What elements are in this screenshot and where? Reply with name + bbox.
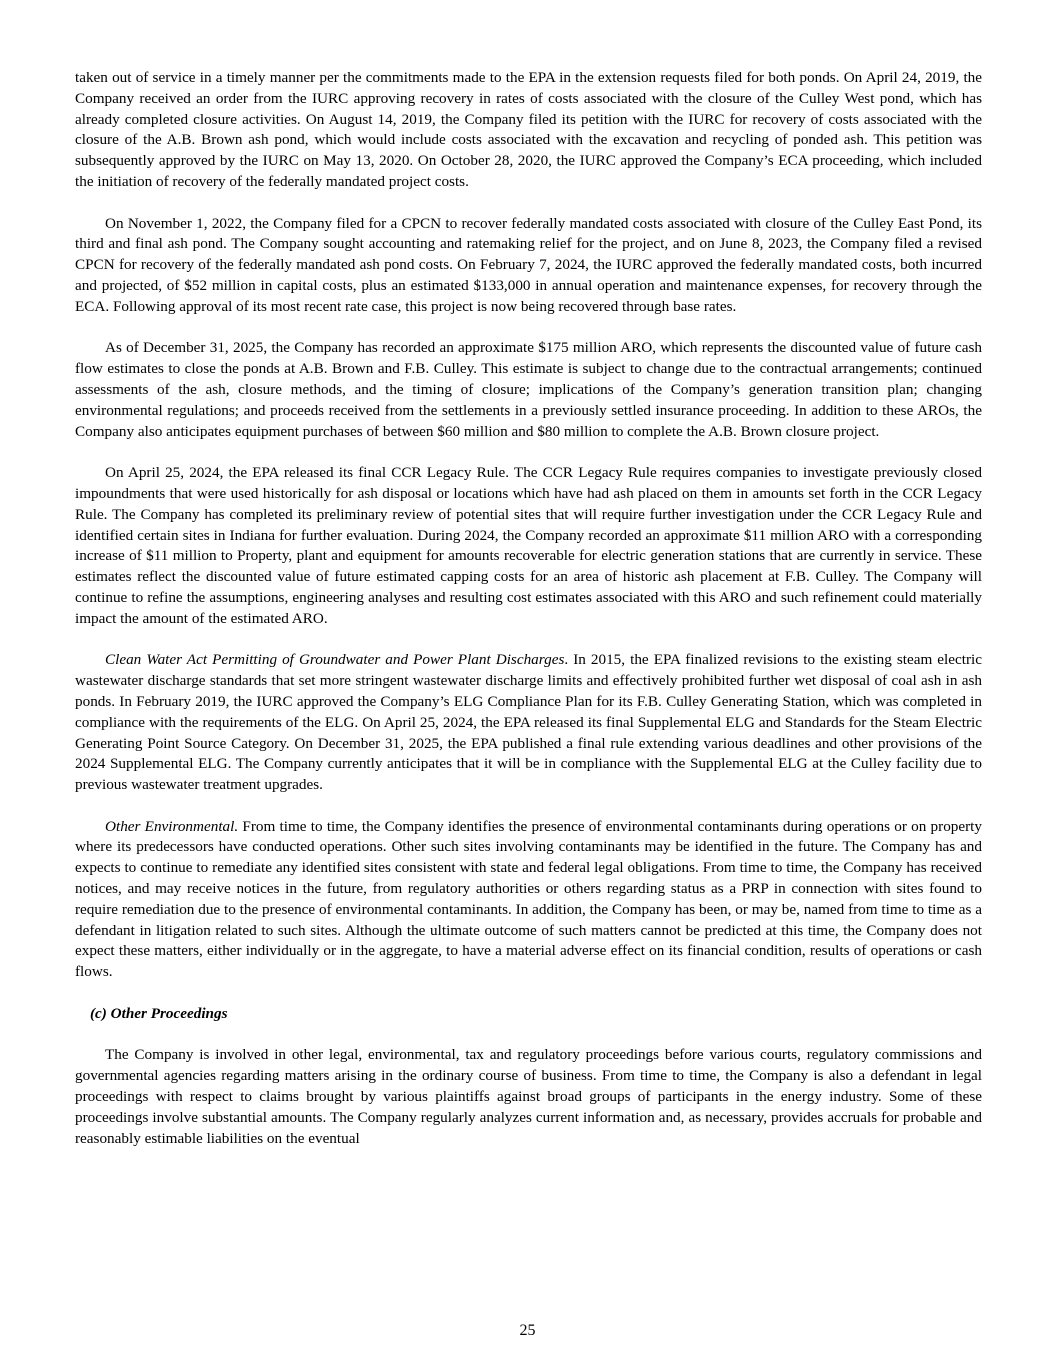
other-environmental-body: From time to time, the Company identifies the presence of environmental contaminants during operations or on property where its predecessors have conducted operations. Other such sites involving contaminants may be identified in the future. The Company has and expects to continue to remediate any identified sites consistent with state and federal legal obligations. From time to time, the Company has received notices, and may receive notices in the future, from regulatory authorities or others regarding status as a PRP in connection with sites found to require remediation due to the presence of environmental contaminants. In addition, the Company has been, or may be, named from time to time as a defendant in litigation related to such sites. Although the ultimate outcome of such matters cannot be predicted at this time, the Company does not expect these matters, either individually or in the aggregate, to have a material adverse effect on its financial condition, results of operations or cash flows.: [75, 817, 982, 981]
page-number: 25: [519, 1322, 536, 1339]
paragraph-clean-water-act: [75, 650, 982, 796]
clean-water-act-lead: Clean Water Act Permitting of Groundwater and Power Plant Discharges: [105, 651, 565, 669]
paragraph-continued: taken out of service in a timely manner per the commitments made to the EPA in the extension requests filed for both ponds. On April 24, 2019, the Company received an order from the IURC approving recovery in rates of costs associated with the closure of the Culley West pond, which has already completed closure activities. On August 14, 2019, the Company filed its petition with the IURC for recovery of costs associated with the closure of the A.B. Brown ash pond, which would include costs associated with the excavation and recycling of ponded ash. This petition was subsequently approved by the IURC on May 13, 2020. On October 28, 2020, the IURC approved the Company’s ECA proceeding, which included the initiation of recovery of the federally mandated project costs.: [75, 69, 982, 190]
clean-water-act-body: . In 2015, the EPA finalized revisions to the existing steam electric wastewater discharge standards that set more stringent wastewater discharge limits and effectively prohibited further wet disposal of coal ash in ash ponds. In February 2019, the IURC approved the Company’s ELG Compliance Plan for its F.B. Culley Generating Station, which was completed in compliance with the requirements of the ELG. On April 25, 2024, the EPA released its final Supplemental ELG and Standards for the Steam Electric Generating Point Source Category. On December 31, 2025, the EPA published a final rule extending various deadlines and other provisions of the 2024 Supplemental ELG. The Company currently anticipates that it will be in compliance with the Supplemental ELG at the Culley facility due to previous wastewater treatment upgrades.: [75, 651, 982, 794]
paragraph-other-proceedings: The Company is involved in other legal, environmental, tax and regulatory proceedings before various courts, regulatory commissions and governmental agencies regarding matters arising in the ordinary course of business. From time to time, the Company is also a defendant in legal proceedings with respect to claims brought by various plaintiffs against broad groups of participants in the energy industry. Some of these proceedings involve substantial amounts. The Company regularly analyzes current information and, as necessary, provides accruals for probable and reasonably estimable liabilities on the eventual: [75, 1046, 982, 1147]
paragraph-culley-east-pond: On November 1, 2022, the Company filed for a CPCN to recover federally mandated costs associated with closure of the Culley East Pond, its third and final ash pond. The Company sought accounting and ratemaking relief for the project, and on June 8, 2023, the Company filed a revised CPCN for recovery of the federally mandated ash pond costs. On February 7, 2024, the IURC approved the federally mandated costs, both incurred and projected, of $52 million in capital costs, plus an estimated $133,000 in annual operation and maintenance expenses, for recovery through the ECA. Following approval of its most recent rate case, this project is now being recovered through base rates.: [75, 214, 982, 315]
paragraph-ccr-legacy-rule: On April 25, 2024, the EPA released its final CCR Legacy Rule. The CCR Legacy Rule requires companies to investigate previously closed impoundments that were used historically for ash disposal or locations which have had ash placed on them in amounts set forth in the CCR Legacy Rule. The Company has completed its preliminary review of potential sites that will require further investigation under the CCR Legacy Rule and identified certain sites in Indiana for further evaluation. During 2024, the Company recorded an approximate $11 million ARO with a corresponding increase of $11 million to Property, plant and equipment for amounts recoverable for electric generation stations that are currently in service. These estimates reflect the discounted value of future estimated capping costs for an area of historic ash placement at F.B. Culley. The Company will continue to refine the assumptions, engineering analyses and resulting cost estimates associated with this ARO and such refinement could materially impact the amount of the estimated ARO.: [75, 464, 982, 627]
paragraph-aro-estimate: As of December 31, 2025, the Company has recorded an approximate $175 million ARO, which represents the discounted value of future cash flow estimates to close the ponds at A.B. Brown and F.B. Culley. This estimate is subject to change due to the contractual arrangements; continued assessments of the ash, closure methods, and the timing of closure; implications of the Company’s generation transition plan; changing environmental regulations; and proceeds received from the settlements in a previously settled insurance proceeding. In addition to these AROs, the Company also anticipates equipment purchases of between $60 million and $80 million to complete the A.B. Brown closure project.: [75, 339, 982, 440]
section-heading-other-proceedings: (c) Other Proceedings: [90, 1004, 228, 1022]
paragraph-other-environmental: [75, 817, 982, 983]
document-page: [75, 68, 982, 1170]
other-environmental-lead: Other Environmental.: [105, 817, 239, 835]
